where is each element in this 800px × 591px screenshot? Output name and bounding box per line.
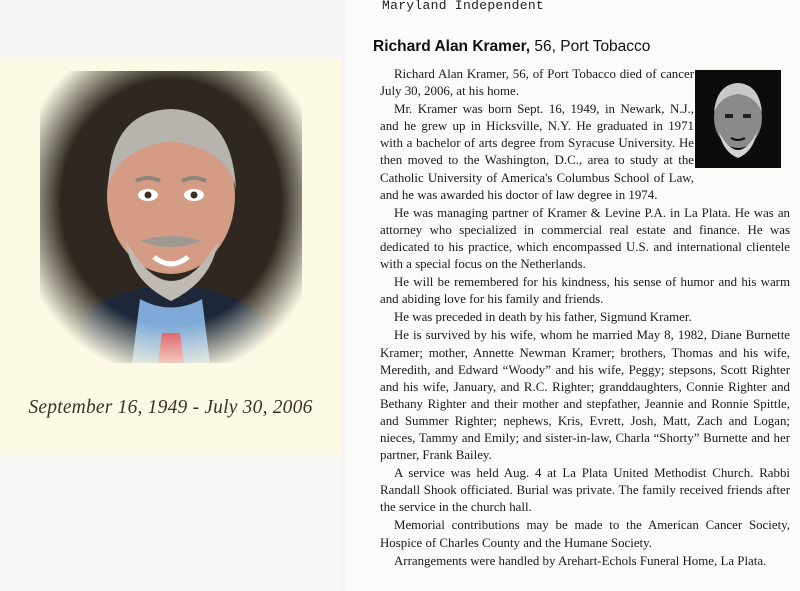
obituary-paragraph: Memorial contributions may be made to the American Cancer Society, Hospice of Charles County and the Humane Society.: [380, 518, 790, 550]
obituary-headline: [373, 38, 650, 56]
obituary-body: [380, 66, 790, 571]
obituary-paragraph: Arrangements were handled by Arehart-Echols Funeral Home, La Plata.: [394, 553, 767, 568]
obituary-paragraph: A service was held Aug. 4 at La Plata United Methodist Church. Rabbi Randall Shook officiated. Burial was private. The family received friends after the service in the church hall.: [380, 466, 790, 515]
memorial-card: [0, 57, 341, 455]
newspaper-name: Maryland Independent: [382, 0, 545, 13]
portrait-photo: [40, 71, 302, 363]
blank-area: [0, 455, 341, 591]
headline-detail: 56, Port Tobacco: [530, 38, 651, 55]
portrait-image: [40, 71, 302, 363]
obituary-paragraph: Mr. Kramer was born Sept. 16, 1949, in Newark, N.J., and he grew up in Hicksville, N.Y. He graduated in 1971 with a bachelor of arts degree from Syracuse University. He then moved to the Washington, D.C., area to study at the Catholic University of America's Columbus School of Law, and he was awarded his doctor of law degree in 1974.: [380, 102, 694, 202]
headline-name: Richard Alan Kramer,: [373, 38, 531, 55]
memorial-dates: September 16, 1949 - July 30, 2006: [28, 397, 313, 418]
obituary-paragraph: He will be remembered for his kindness, his sense of humor and his warm and abiding love for his family and friends.: [380, 275, 790, 307]
obituary-paragraph: He was preceded in death by his father, Sigmund Kramer.: [394, 310, 692, 325]
obituary-paragraph: Richard Alan Kramer, 56, of Port Tobacco died of cancer July 30, 2006, at his home.: [380, 67, 694, 99]
obituary-paragraph: He was managing partner of Kramer & Levine P.A. in La Plata. He was an attorney who specialized in commercial real estate and finance. He was dedicated to his practice, which encompassed U.S. and international clientele with a special focus on the Netherlands.: [380, 205, 790, 272]
obituary-paragraph: He is survived by his wife, whom he married May 8, 1982, Diane Burnette Kramer; mother, Annette Newman Kramer; brothers, Thomas and his wife, Meredith, and Edward “Woody” and his wife, Peggy; stepsons, Scott Righter and his wife, January, and R.C. Righter; granddaughters, Connie Righter and Bethany Righter and their mother and stepfather, Jeannie and Ronnie Spittle, and Summer Righter; nephews, Kris, Evrett, Josh, Matt, Zach and Logan; nieces, Tammy and Emily; and sister-in-law, Charla “Shorty” Burnette and her partner, Frank Bailey.: [380, 328, 790, 463]
